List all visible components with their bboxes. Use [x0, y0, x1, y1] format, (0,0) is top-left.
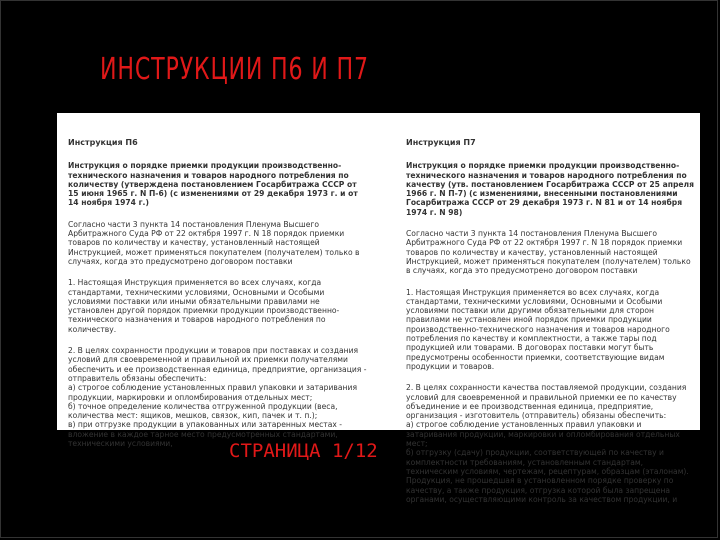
instruction-p7-para3-line: б) отгрузку (сдачу) продукции, соответствующей по качеству и комплектности требованиям, установленным стандартам, техническим условиям, чертежам, рецептурам, образцам (эталонам). Продукция, не прошедшая в установленном порядке проверку по качеству, а также продукция, отгрузка которой была запрещена органами, осуществляющими контроль за качеством продукции, и [406, 448, 689, 504]
instruction-p6-column [68, 138, 368, 448]
instruction-p6-para3-line: а) строгое соблюдение установленных правил упаковки и затаривания продукции, маркировки и опломбирования отдельных мест; [68, 383, 358, 402]
instruction-p7-intro: Инструкция о порядке приемки продукции производственно-технического назначения и товаров народного потребления по качеству (утв. постановлением Госарбитража СССР от 25 апреля 1966 г. N П-7) (с изменениями, внесенными постановлениями Госарбитража СССР от 29 декабря 1973 г. N 81 и от 14 ноября 1974 г. N 98) [406, 161, 694, 217]
instruction-p6-para3-line: в) при отгрузке продукции в упакованных или затаренных местах - вложение в каждое тарное место предусмотренных стандартами, техническими условиями, [68, 420, 343, 449]
instruction-p7-column [406, 138, 694, 504]
instruction-p6-intro: Инструкция о порядке приемки продукции производственно-технического назначения и товаров народного потребления по количеству (утверждена постановлением Госарбитража СССР от 15 июня 1965 г. N П-6) (с изменениями от 29 декабря 1973 г. и от 14 ноября 1974 г.) [68, 161, 358, 208]
instruction-p7-para2: 1. Настоящая Инструкция применяется во всех случаях, когда стандартами, техническими условиями, Основными и Особыми условиями поставки или другими обязательными для сторон правилами не установлен иной порядок приемки продукции производственно-технического назначения и товаров народного потребления по качеству и комплектности, а также тары под продукцией или товарами. В договорах поставки могут быть предусмотрены особенности приемки, соответствующие видам продукции и товаров. [406, 287, 670, 371]
instruction-p7-para1: Согласно части 3 пункта 14 постановления Пленума Высшего Арбитражного Суда РФ от 22 октября 1997 г. N 18 порядок приемки товаров по количеству и качеству, установленный настоящей Инструкцией, может применяться покупателем (получателем) только в случаях, когда это предусмотрено договором поставки [406, 229, 691, 276]
instruction-p6-para2: 1. Настоящая Инструкция применяется во всех случаях, когда стандартами, техническими условиями, Основными и Особыми условиями поставки или иными обязательными правилами не установлен другой порядок приемки продукции производственно-технического назначения и товаров народного потребления по количеству. [68, 278, 340, 334]
instruction-p7-para3-line: а) строгое соблюдение установленных правил упаковки и затаривания продукции, маркировки и опломбирования отдельных мест; [406, 420, 680, 449]
instruction-p7-para3-line: 2. В целях сохранности качества поставляемой продукции, создания условий для своевременной и правильной приемки ее по качеству объединение и ее производственная единица, предприятие, организация - изготовитель (отправитель) обязаны обеспечить: [406, 383, 687, 421]
page-indicator: СТРАНИЦА 1/12 [229, 440, 378, 462]
slide-title: ИНСТРУКЦИИ П6 И П7 [100, 52, 369, 87]
instruction-p6-para3-line: б) точное определение количества отгруженной продукции (веса, количества мест: ящиков, мешков, связок, кип, пачек и т. п.); [68, 401, 338, 421]
instruction-p7-heading: Инструкция П7 [406, 138, 476, 147]
instruction-p6-para3-line: 2. В целях сохранности продукции и товаров при поставках и создания условий для своевременной и правильной их приемки получателями обеспечить и ее производственная единица, предприятие, организация - отправитель обязаны обеспечить: [68, 346, 367, 383]
instruction-p6-para1: Согласно части 3 пункта 14 постановления Пленума Высшего Арбитражного Суда РФ от 22 октября 1997 г. N 18 порядок приемки товаров по количеству и качеству, установленный настоящей Инструкцией, может применяться покупателем (получателем) только в случаях, когда это предусмотрено договором поставки [68, 219, 360, 266]
instruction-p6-heading: Инструкция П6 [68, 138, 138, 147]
